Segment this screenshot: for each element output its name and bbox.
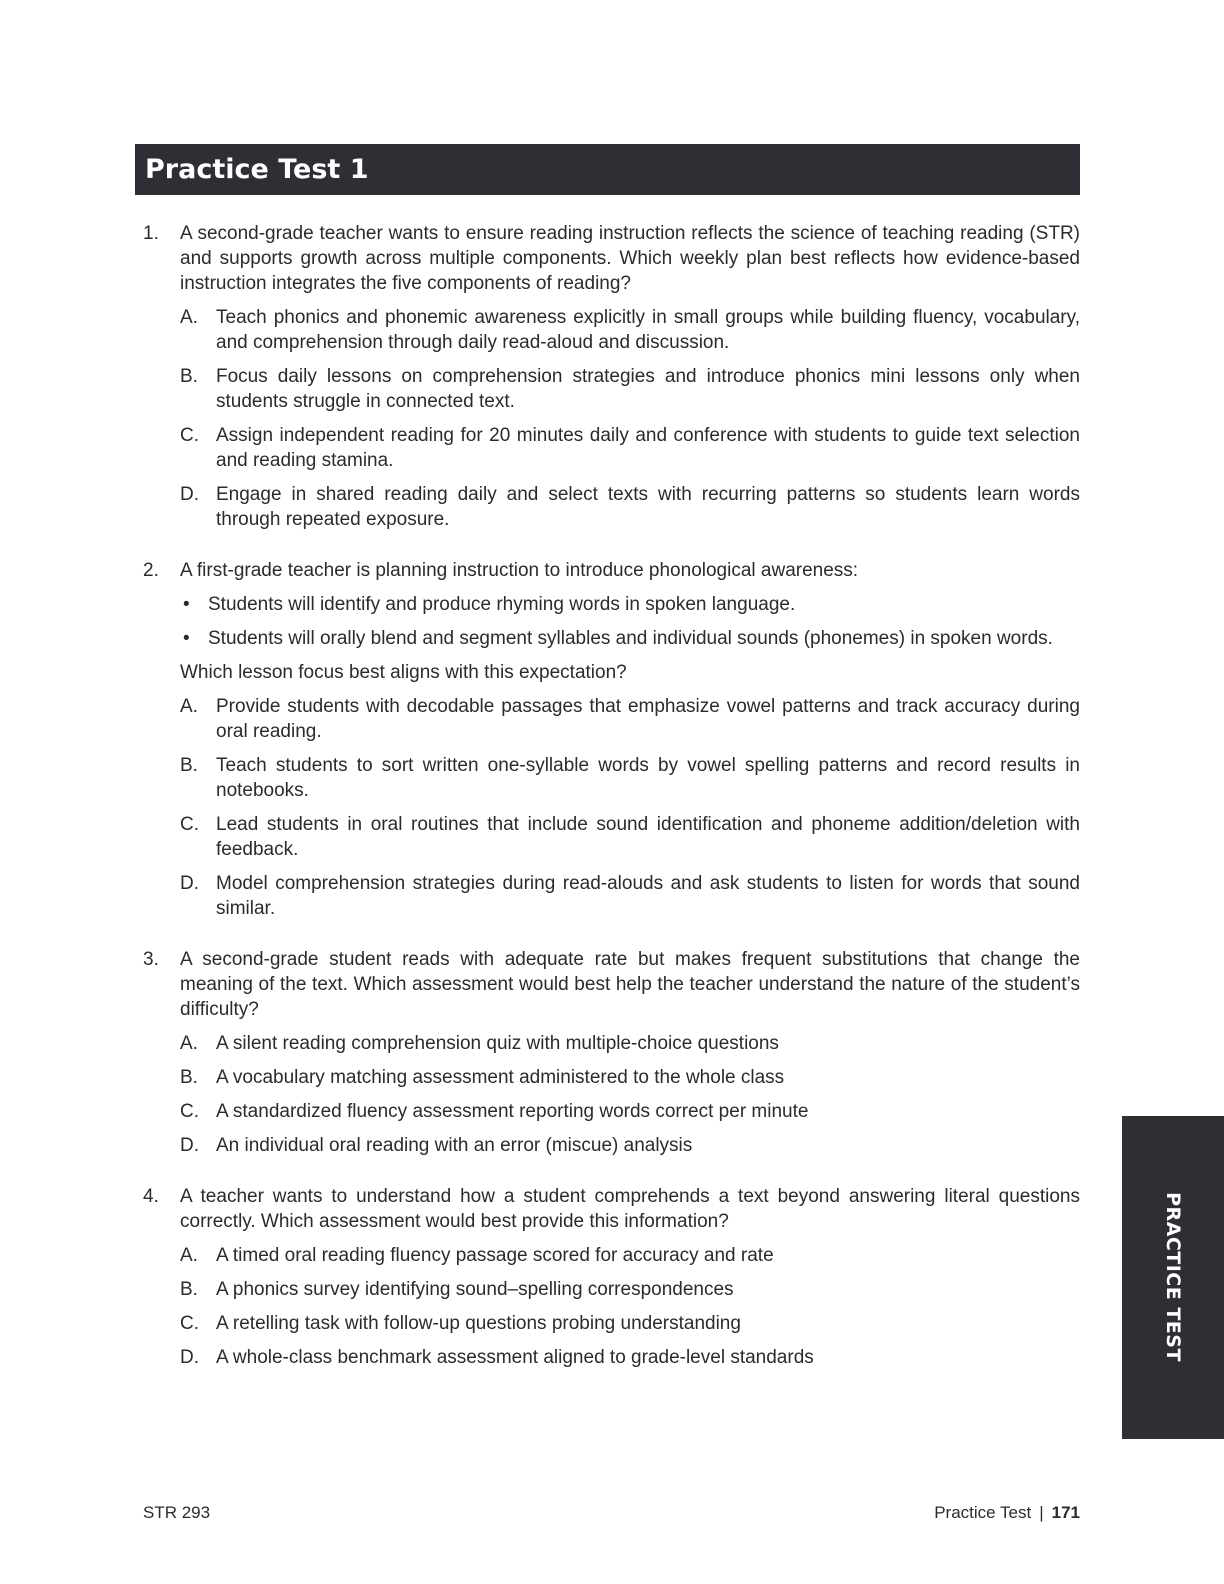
- bullet-item: [180, 626, 1080, 651]
- section-side-tab: [1122, 1116, 1224, 1439]
- option-text: A silent reading comprehension quiz with multiple-choice questions: [216, 1033, 779, 1054]
- question-1: [143, 221, 1080, 532]
- footer-section: Practice Test: [934, 1503, 1032, 1522]
- answer-option: [180, 694, 1080, 744]
- answer-option: [180, 812, 1080, 862]
- answer-option: [180, 1277, 1080, 1302]
- footer-code: STR 293: [143, 1503, 211, 1522]
- answer-option: [180, 1345, 1080, 1370]
- bullet-icon: •: [183, 628, 190, 649]
- option-letter: C.: [180, 1313, 199, 1334]
- answer-option: [180, 1065, 1080, 1090]
- question-subtext: Which lesson focus best aligns with this expectation?: [180, 662, 627, 683]
- option-text: Teach students to sort written one-syllable words by vowel spelling patterns and record results in notebooks.: [216, 755, 1080, 801]
- answer-option: [180, 871, 1080, 921]
- option-text: An individual oral reading with an error (miscue) analysis: [216, 1135, 693, 1156]
- question-number: 2.: [143, 560, 159, 581]
- option-letter: C.: [180, 425, 199, 446]
- question-4: [143, 1184, 1080, 1370]
- question-number: 4.: [143, 1186, 159, 1207]
- option-letter: D.: [180, 873, 199, 894]
- answer-option: [180, 364, 1080, 414]
- question-3: [143, 947, 1080, 1158]
- option-letter: A.: [180, 1245, 198, 1266]
- answer-option: [180, 1243, 1080, 1268]
- answer-option: [180, 1031, 1080, 1056]
- answer-option: [180, 753, 1080, 803]
- question-number: 1.: [143, 223, 159, 244]
- option-text: Focus daily lessons on comprehension strategies and introduce phonics mini lessons only when students struggle in connected text.: [216, 366, 1080, 412]
- question-text: A second-grade student reads with adequate rate but makes frequent substitutions that change the meaning of the text. Which assessment would best help the teacher understand the nature of the student’s difficulty?: [180, 949, 1080, 1020]
- option-text: Provide students with decodable passages that emphasize vowel patterns and track accuracy during oral reading.: [216, 696, 1080, 742]
- option-letter: B.: [180, 755, 198, 776]
- option-letter: C.: [180, 814, 199, 835]
- option-letter: A.: [180, 696, 198, 717]
- option-text: A whole-class benchmark assessment aligned to grade-level standards: [216, 1347, 814, 1368]
- option-text: Model comprehension strategies during read-alouds and ask students to listen for words that sound similar.: [216, 873, 1080, 919]
- option-letter: B.: [180, 1279, 198, 1300]
- question-text: A second-grade teacher wants to ensure reading instruction reflects the science of teaching reading (STR) and supports growth across multiple components. Which weekly plan best reflects how evidence-based instruction integrates the five components of reading?: [180, 223, 1080, 294]
- question-list: [143, 221, 1080, 1396]
- footer-pagination: [934, 1503, 1080, 1523]
- question-text: A teacher wants to understand how a student comprehends a text beyond answering literal questions correctly. Which assessment would best provide this information?: [180, 1186, 1080, 1232]
- option-letter: B.: [180, 1067, 198, 1088]
- option-letter: D.: [180, 1347, 199, 1368]
- option-letter: A.: [180, 1033, 198, 1054]
- option-text: Lead students in oral routines that include sound identification and phoneme addition/deletion with feedback.: [216, 814, 1080, 860]
- answer-option: [180, 482, 1080, 532]
- page-title: Practice Test 1: [135, 144, 1080, 195]
- option-letter: D.: [180, 1135, 199, 1156]
- question-number: 3.: [143, 949, 159, 970]
- option-letter: B.: [180, 366, 198, 387]
- answer-option: [180, 1133, 1080, 1158]
- bullet-list: [180, 592, 1080, 651]
- bullet-text: Students will identify and produce rhyming words in spoken language.: [208, 594, 796, 615]
- option-text: Assign independent reading for 20 minutes daily and conference with students to guide text selection and reading stamina.: [216, 425, 1080, 471]
- footer-separator: |: [1039, 1503, 1044, 1522]
- option-letter: D.: [180, 484, 199, 505]
- option-text: A timed oral reading fluency passage scored for accuracy and rate: [216, 1245, 774, 1266]
- bullet-icon: •: [183, 594, 190, 615]
- option-letter: A.: [180, 307, 198, 328]
- option-text: Engage in shared reading daily and select texts with recurring patterns so students learn words through repeated exposure.: [216, 484, 1080, 530]
- bullet-item: [180, 592, 1080, 617]
- option-text: A retelling task with follow-up questions probing understanding: [216, 1313, 741, 1334]
- option-text: A vocabulary matching assessment administered to the whole class: [216, 1067, 785, 1088]
- option-letter: C.: [180, 1101, 199, 1122]
- question-text: A first-grade teacher is planning instruction to introduce phonological awareness:: [180, 560, 859, 581]
- side-tab-label: PRACTICE TEST: [1162, 1192, 1184, 1362]
- answer-option: [180, 423, 1080, 473]
- page-number: 171: [1051, 1503, 1080, 1522]
- answer-option: [180, 305, 1080, 355]
- bullet-text: Students will orally blend and segment syllables and individual sounds (phonemes) in spoken words.: [208, 628, 1053, 649]
- answer-option: [180, 1099, 1080, 1124]
- question-2: [143, 558, 1080, 921]
- option-text: A standardized fluency assessment reporting words correct per minute: [216, 1101, 809, 1122]
- option-text: A phonics survey identifying sound–spelling correspondences: [216, 1279, 734, 1300]
- answer-option: [180, 1311, 1080, 1336]
- option-text: Teach phonics and phonemic awareness explicitly in small groups while building fluency, vocabulary, and comprehension through daily read-aloud and discussion.: [216, 307, 1080, 353]
